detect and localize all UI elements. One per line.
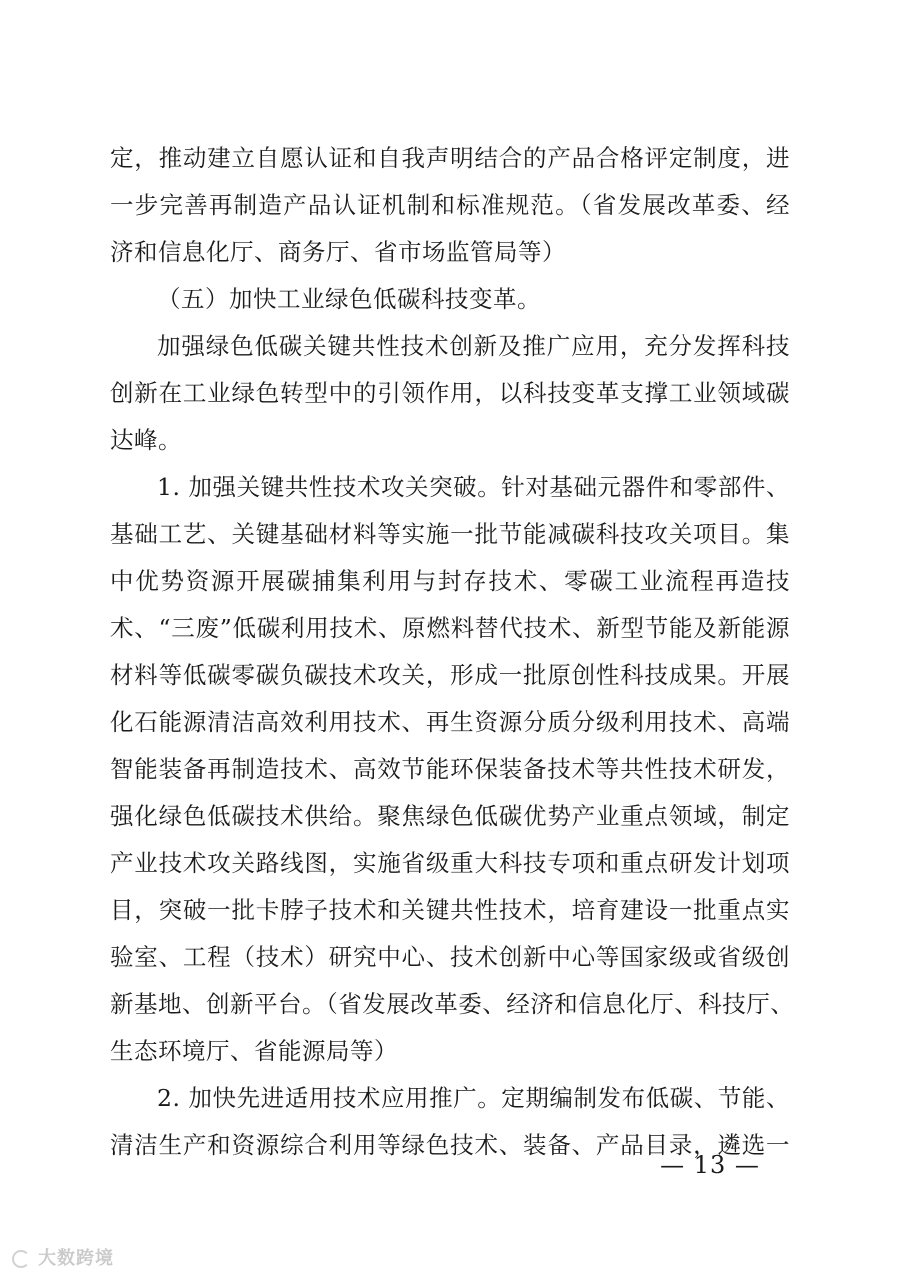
text-line: 基础工艺、关键基础材料等实施一批节能减碳科技攻关项目。集 (110, 520, 790, 548)
text-line: 智能装备再制造技术、高效节能环保装备技术等共性技术研发， (110, 755, 790, 783)
text-line: 生态环境厅、省能源局等） (110, 1037, 398, 1065)
text-line: 中优势资源开展碳捕集利用与封存技术、零碳工业流程再造技 (110, 567, 790, 595)
document-body (110, 135, 795, 1169)
text-line: （五）加快工业绿色低碳科技变革。 (157, 285, 541, 313)
text-line: 达峰。 (110, 426, 182, 454)
text-line: 强化绿色低碳技术供给。聚焦绿色低碳优势产业重点领域，制定 (110, 802, 790, 830)
text-line: 2. 加快先进适用技术应用推广。定期编制发布低碳、节能、 (157, 1084, 790, 1112)
logo-icon (10, 1248, 32, 1266)
text-line: 济和信息化厅、商务厅、省市场监管局等） (110, 238, 566, 266)
text-line: 一步完善再制造产品认证机制和标准规范。（省发展改革委、经 (110, 191, 790, 219)
watermark-text: 大数跨境 (38, 1248, 114, 1269)
text-line: 目，突破一批卡脖子技术和关键共性技术，培育建设一批重点实 (110, 896, 790, 924)
text-line: 定，推动建立自愿认证和自我声明结合的产品合格评定制度，进 (110, 144, 790, 172)
text-line: 新基地、创新平台。（省发展改革委、经济和信息化厅、科技厅、 (110, 990, 795, 1018)
text-line: 化石能源清洁高效利用技术、再生资源分质分级利用技术、高端 (110, 708, 790, 736)
watermark (10, 1244, 114, 1270)
text-line: 验室、工程（技术）研究中心、技术创新中心等国家级或省级创 (110, 943, 790, 971)
text-line: 创新在工业绿色转型中的引领作用，以科技变革支撑工业领域碳 (110, 379, 790, 407)
text-line: 加强绿色低碳关键共性技术创新及推广应用，充分发挥科技 (157, 332, 790, 360)
text-line: 产业技术攻关路线图，实施省级重大科技专项和重点研发计划项 (110, 849, 790, 877)
text-line: 1. 加强关键共性技术攻关突破。针对基础元器件和零部件、 (157, 473, 790, 501)
text-line: 材料等低碳零碳负碳技术攻关，形成一批原创性科技成果。开展 (110, 661, 790, 689)
text-line: 术、“三废”低碳利用技术、原燃料替代技术、新型节能及新能源 (110, 614, 790, 642)
text-line: 清洁生产和资源综合利用等绿色技术、装备、产品目录，遴选一 (110, 1131, 790, 1159)
page-number: — 13 — (660, 1151, 760, 1179)
